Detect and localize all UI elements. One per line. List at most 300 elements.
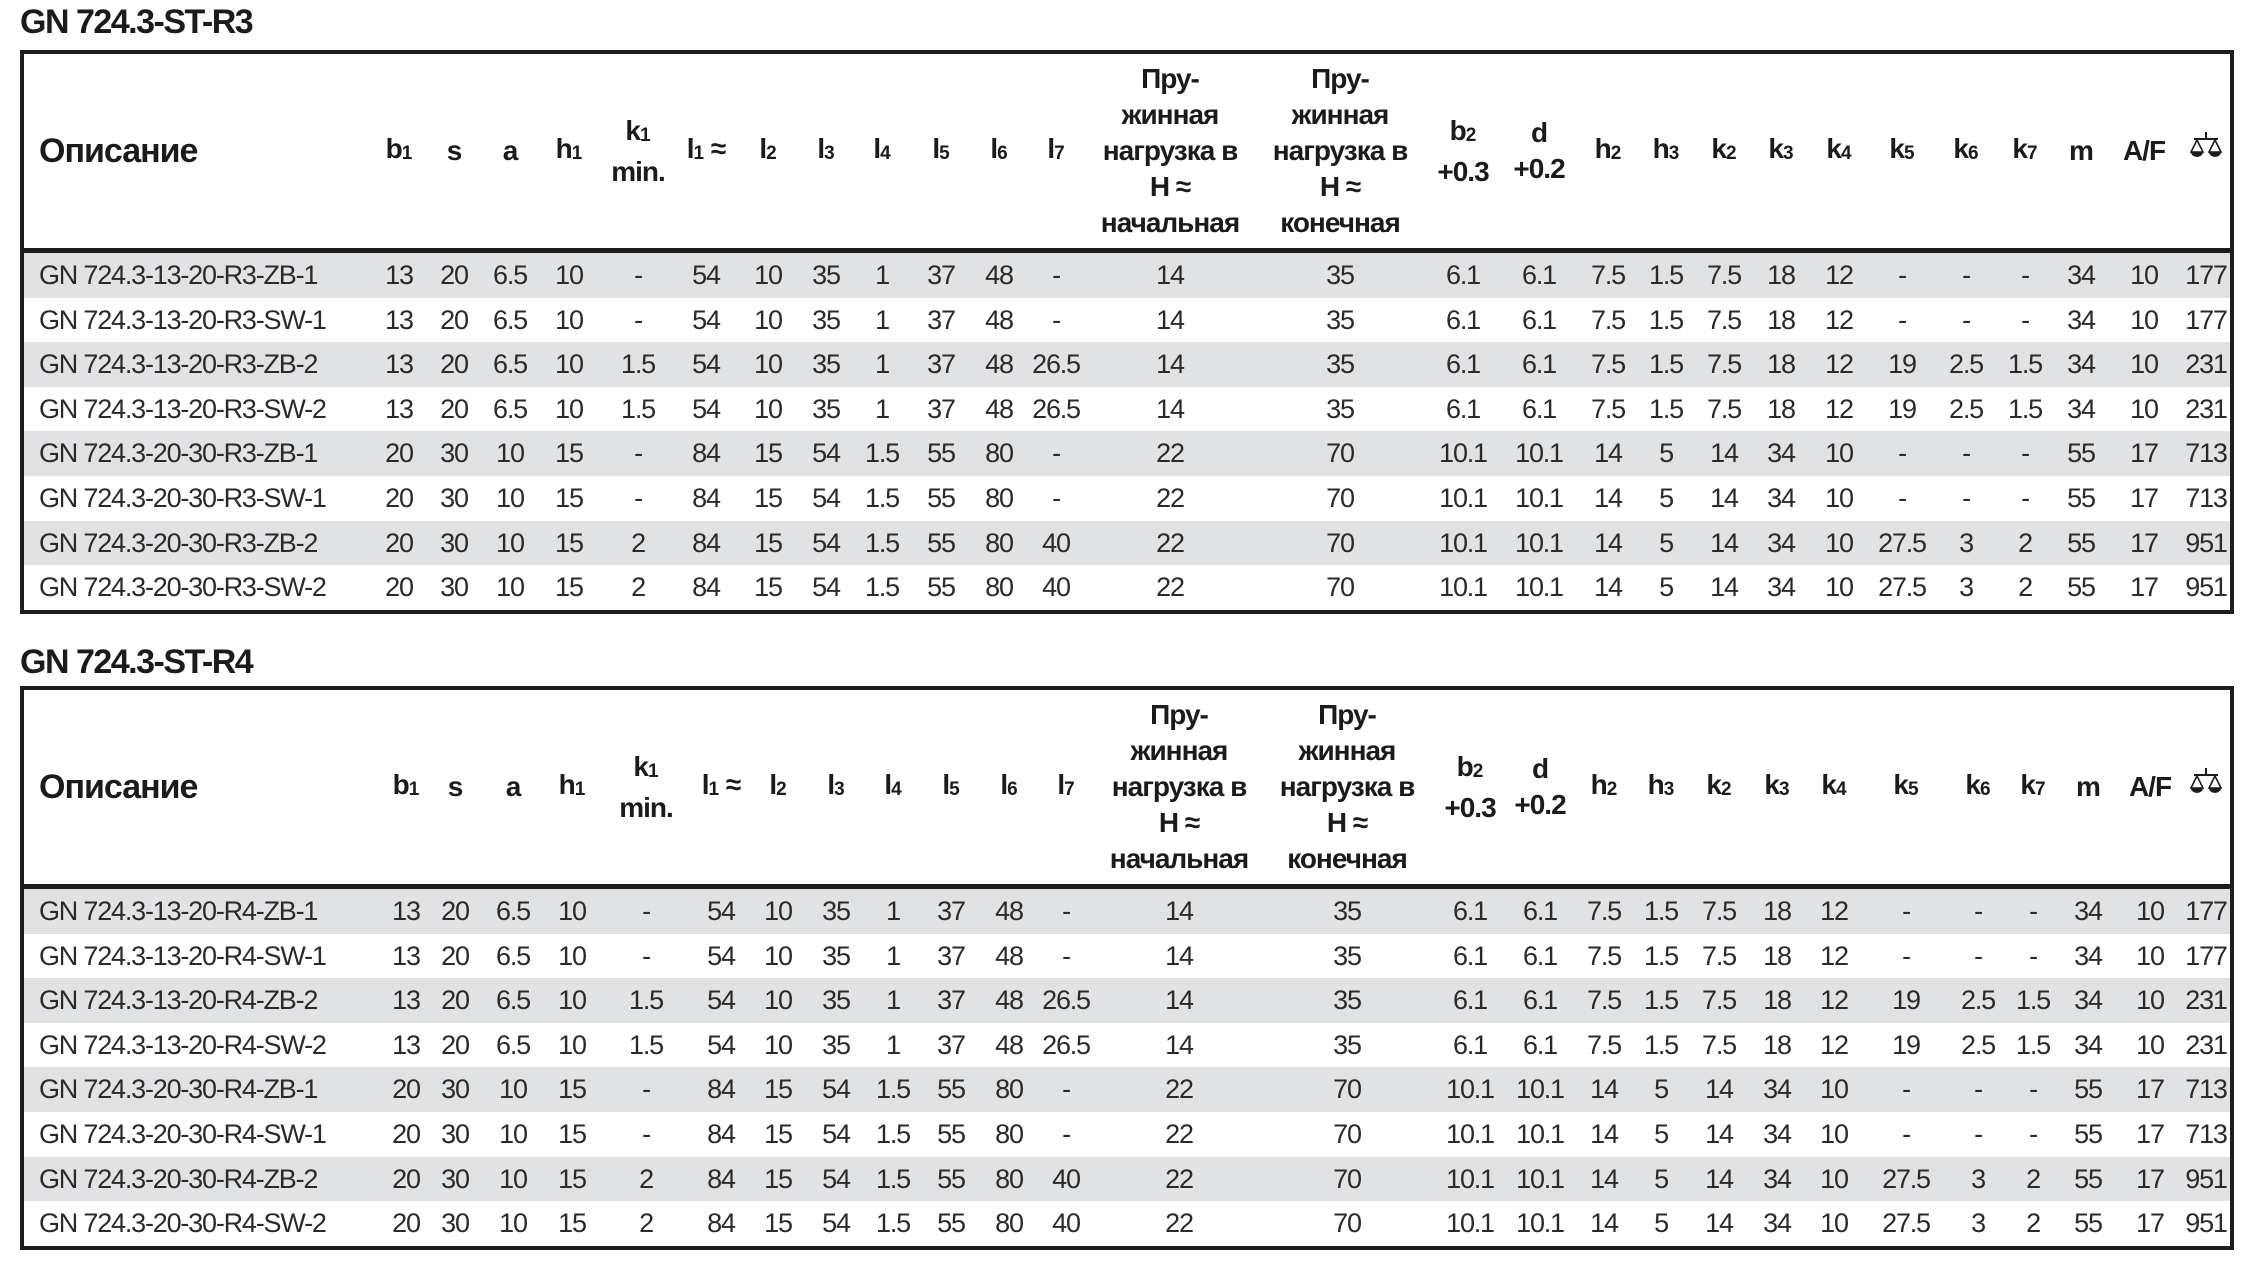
cell-k6: - — [1974, 1074, 1982, 1105]
cell-spring-start: 22 — [1165, 1163, 1193, 1194]
table-title-r3: GN 724.3-ST-R3 — [20, 3, 253, 41]
header-symbol: l — [873, 132, 881, 164]
cell-spring-end: 70 — [1326, 438, 1354, 469]
cell-l5: 55 — [937, 1118, 965, 1149]
cell-k2: 14 — [1705, 1163, 1733, 1194]
header-l7-text — [1047, 131, 1064, 172]
header-line — [619, 749, 673, 790]
header-symbol: k — [1893, 768, 1908, 800]
cell-spring-end: 70 — [1326, 527, 1354, 558]
header-subscript: 6 — [1980, 778, 1991, 800]
header-symbol: k — [1764, 768, 1779, 800]
cell-b1: 13 — [385, 393, 413, 424]
cell-k3: 18 — [1767, 304, 1795, 335]
cell-k6: 3 — [1959, 572, 1973, 603]
cell-k5: - — [1902, 940, 1910, 971]
cell-m: 34 — [2074, 1029, 2102, 1060]
cell-d: 6.1 — [1522, 393, 1556, 424]
header-b1 — [386, 54, 413, 248]
header-h2-text — [1595, 131, 1622, 172]
cell-h1: 10 — [558, 940, 586, 971]
header-subscript: 3 — [1779, 778, 1790, 800]
cell-l1: 54 — [692, 393, 720, 424]
cell-af: 10 — [2136, 1029, 2164, 1060]
cell-a: 6.5 — [493, 260, 527, 290]
cell-l2: 10 — [764, 940, 792, 971]
cell-m: 55 — [2074, 1118, 2102, 1149]
header-subscript: 7 — [2027, 142, 2038, 164]
cell-l1: 84 — [692, 438, 720, 469]
cell-l4: 1.5 — [876, 1163, 910, 1194]
cell-spring-start: 14 — [1165, 940, 1193, 971]
cell-l7: 40 — [1052, 1163, 1080, 1194]
cell-k1: 1.5 — [621, 349, 655, 380]
cell-d: 10.1 — [1516, 1118, 1564, 1149]
header-line — [611, 113, 665, 154]
cell-k6: - — [1962, 304, 1970, 335]
header-weight — [2189, 690, 2223, 884]
header-line: конечная — [1287, 843, 1407, 874]
header-l5 — [942, 690, 959, 884]
cell-l6: 80 — [995, 1163, 1023, 1194]
header-subscript: 1 — [693, 142, 705, 164]
cell-d: 6.1 — [1523, 896, 1557, 926]
header-symbol: k — [625, 114, 640, 146]
header-subscript: 3 — [1783, 142, 1794, 164]
header-line: жинная — [1130, 735, 1228, 766]
header-line: Н ≈ — [1158, 807, 1200, 838]
header-symbol: l — [827, 768, 835, 800]
header-symbol: m — [2076, 771, 2100, 802]
cell-l3: 35 — [822, 896, 850, 926]
header-symbol: d — [1531, 753, 1549, 784]
cell-h1: 10 — [555, 349, 583, 380]
cell-k2: 14 — [1705, 1074, 1733, 1105]
cell-spring-end: 70 — [1333, 1118, 1361, 1149]
header-k1 — [611, 54, 665, 248]
header-d-text — [1513, 115, 1564, 187]
header-k4 — [1821, 690, 1846, 884]
header-description-label: Описание — [39, 132, 198, 170]
cell-s: 30 — [440, 572, 468, 603]
cell-weight: 177 — [2185, 304, 2227, 335]
cell-weight: 177 — [2185, 940, 2227, 971]
header-line: нагрузка в — [1111, 771, 1247, 802]
header-k3 — [1768, 54, 1793, 248]
cell-b1: 13 — [392, 985, 420, 1016]
cell-a: 6.5 — [496, 896, 530, 926]
header-l2 — [759, 54, 776, 248]
cell-spring-end: 70 — [1326, 572, 1354, 603]
header-k6-text — [1965, 767, 1990, 808]
cell-k4: 12 — [1825, 304, 1853, 335]
header-symbol: l — [884, 768, 892, 800]
header-symbol: l — [769, 768, 777, 800]
cell-a: 10 — [499, 1118, 527, 1149]
cell-l5: 37 — [937, 940, 965, 971]
cell-h2: 14 — [1594, 527, 1622, 558]
cell-k2: 7.5 — [1707, 304, 1741, 335]
cell-h1: 15 — [558, 1118, 586, 1149]
cell-b1: 13 — [392, 896, 420, 926]
cell-k5: 27.5 — [1878, 527, 1926, 558]
header-symbol: l — [1047, 132, 1055, 164]
header-k1-text — [619, 749, 673, 826]
cell-d: 10.1 — [1515, 438, 1563, 469]
cell-l4: 1 — [875, 304, 889, 335]
cell-l7: - — [1062, 896, 1070, 926]
cell-a: 6.5 — [496, 940, 530, 971]
cell-k3: 34 — [1763, 1208, 1791, 1239]
cell-h1: 10 — [558, 896, 586, 926]
cell-weight: 713 — [2185, 482, 2227, 513]
cell-h2: 7.5 — [1587, 1029, 1621, 1060]
cell-b2: 10.1 — [1439, 438, 1487, 469]
header-subscript: 4 — [1841, 142, 1852, 164]
cell-l1: 84 — [707, 1163, 735, 1194]
cell-k7: - — [2021, 482, 2029, 513]
cell-b1: 13 — [392, 1029, 420, 1060]
cell-h3: 1.5 — [1649, 304, 1683, 335]
header-l1-text — [702, 767, 741, 808]
header-k5 — [1889, 54, 1914, 248]
cell-h2: 7.5 — [1591, 304, 1625, 335]
header-l2 — [769, 690, 786, 884]
cell-af: 10 — [2130, 304, 2158, 335]
table-row — [24, 934, 2230, 979]
cell-spring-end: 35 — [1326, 349, 1354, 380]
cell-k2: 7.5 — [1707, 260, 1741, 290]
header-tolerance: +0.2 — [1513, 153, 1565, 184]
cell-l4: 1 — [875, 260, 889, 290]
cell-weight: 713 — [2185, 438, 2227, 469]
cell-h3: 5 — [1654, 1118, 1668, 1149]
cell-af: 17 — [2136, 1074, 2164, 1105]
header-subscript: 7 — [1054, 142, 1065, 164]
cell-b2: 6.1 — [1446, 304, 1480, 335]
cell-k5: 19 — [1888, 393, 1916, 424]
cell-l7: 26.5 — [1032, 349, 1080, 380]
cell-k1: 2 — [631, 527, 645, 558]
table-row — [24, 476, 2230, 521]
header-subscript: 6 — [997, 142, 1008, 164]
header-h2 — [1595, 54, 1622, 248]
header-l6-text — [1000, 767, 1017, 808]
cell-af: 17 — [2130, 527, 2158, 558]
header-l3-text — [817, 131, 834, 172]
cell-k6: 2.5 — [1961, 1029, 1995, 1060]
cell-k1: 1.5 — [629, 1029, 663, 1060]
cell-h3: 5 — [1659, 572, 1673, 603]
cell-k4: 10 — [1825, 438, 1853, 469]
header-m — [2069, 54, 2093, 248]
cell-d: 10.1 — [1516, 1163, 1564, 1194]
cell-h1: 10 — [555, 260, 583, 290]
cell-l4: 1 — [886, 1029, 900, 1060]
header-symbol: h — [1652, 132, 1669, 164]
header-spring-start-text — [1101, 61, 1239, 241]
cell-l7: - — [1052, 260, 1060, 290]
cell-s: 30 — [441, 1208, 469, 1239]
header-d-text — [1514, 751, 1565, 823]
cell-spring-start: 22 — [1156, 438, 1184, 469]
cell-af: 17 — [2136, 1208, 2164, 1239]
cell-l3: 35 — [812, 304, 840, 335]
header-h2-text — [1591, 767, 1618, 808]
header-subscript: 7 — [2035, 778, 2046, 800]
header-l5-text — [932, 131, 949, 172]
header-k1-text — [611, 113, 665, 190]
cell-b1: 13 — [385, 260, 413, 290]
cell-l5: 37 — [937, 896, 965, 926]
cell-description: GN 724.3-13-20-R3-SW-1 — [39, 304, 326, 335]
header-symbol: l — [990, 132, 998, 164]
header-symbol: a — [502, 135, 518, 166]
cell-k7: - — [2029, 1118, 2037, 1149]
cell-l5: 37 — [927, 349, 955, 380]
cell-h1: 10 — [555, 393, 583, 424]
cell-h3: 1.5 — [1644, 985, 1678, 1016]
cell-s: 30 — [441, 1118, 469, 1149]
header-description — [39, 54, 197, 248]
header-symbol: h — [1590, 768, 1607, 800]
header-subscript: 2 — [766, 142, 777, 164]
table-row — [24, 253, 2230, 298]
header-subscript: 2 — [1726, 142, 1737, 164]
header-k6 — [1953, 54, 1978, 248]
spec-table-r3 — [20, 50, 2234, 614]
header-weight — [2189, 54, 2223, 248]
header-subscript: 2 — [1610, 142, 1622, 164]
header-line: жинная — [1291, 99, 1389, 130]
table-row — [24, 521, 2230, 566]
cell-h1: 10 — [558, 985, 586, 1016]
header-symbol: d — [1530, 117, 1548, 148]
header-line: конечная — [1280, 207, 1400, 238]
cell-k3: 34 — [1767, 572, 1795, 603]
table-row — [24, 1112, 2230, 1157]
header-af — [2123, 54, 2165, 248]
cell-k6: - — [1974, 1118, 1982, 1149]
cell-description: GN 724.3-20-30-R4-ZB-2 — [39, 1163, 318, 1194]
cell-h3: 1.5 — [1644, 940, 1678, 971]
header-line: жинная — [1121, 99, 1219, 130]
cell-h1: 15 — [555, 438, 583, 469]
cell-h3: 5 — [1654, 1208, 1668, 1239]
header-symbol: l — [1000, 768, 1008, 800]
cell-d: 6.1 — [1522, 304, 1556, 335]
header-l1 — [702, 690, 741, 884]
cell-l3: 35 — [812, 349, 840, 380]
cell-l6: 80 — [985, 438, 1013, 469]
header-l1 — [687, 54, 726, 248]
header-line — [1444, 749, 1495, 790]
header-l3 — [827, 690, 844, 884]
cell-l1: 54 — [707, 896, 735, 926]
header-k2 — [1711, 54, 1736, 248]
cell-l6: 48 — [985, 260, 1013, 290]
header-h1 — [559, 690, 586, 884]
header-subscript: 3 — [834, 778, 845, 800]
header-a — [506, 690, 521, 884]
cell-k4: 12 — [1820, 985, 1848, 1016]
cell-h3: 1.5 — [1644, 1029, 1678, 1060]
header-description — [39, 690, 197, 884]
cell-k1: - — [634, 304, 642, 335]
cell-l5: 37 — [927, 393, 955, 424]
cell-m: 55 — [2067, 482, 2095, 513]
table-row — [24, 1201, 2230, 1246]
cell-b2: 6.1 — [1446, 393, 1480, 424]
cell-b2: 6.1 — [1453, 985, 1487, 1016]
cell-k1: - — [634, 260, 642, 290]
table-row — [24, 298, 2230, 343]
cell-af: 10 — [2130, 393, 2158, 424]
header-l2-text — [769, 767, 786, 808]
cell-l3: 35 — [812, 260, 840, 290]
cell-l3: 54 — [812, 482, 840, 513]
cell-spring-start: 22 — [1156, 482, 1184, 513]
header-symbol: k — [1965, 768, 1980, 800]
header-weight-text — [2189, 130, 2223, 173]
cell-k7: 2 — [2026, 1208, 2040, 1239]
cell-k6: 3 — [1959, 527, 1973, 558]
cell-l4: 1.5 — [876, 1208, 910, 1239]
cell-description: GN 724.3-20-30-R3-SW-2 — [39, 572, 326, 603]
cell-spring-start: 14 — [1165, 985, 1193, 1016]
cell-l2: 10 — [764, 896, 792, 926]
header-s-text — [447, 133, 462, 169]
cell-af: 10 — [2136, 985, 2164, 1016]
scale-weight-icon — [2189, 139, 2223, 170]
cell-l2: 15 — [754, 527, 782, 558]
cell-b1: 20 — [385, 438, 413, 469]
header-l4 — [884, 690, 901, 884]
header-k4-text — [1826, 131, 1851, 172]
cell-l6: 80 — [985, 527, 1013, 558]
cell-m: 34 — [2067, 393, 2095, 424]
cell-l7: 40 — [1052, 1208, 1080, 1239]
header-subscript: 2 — [1465, 124, 1477, 146]
cell-l7: - — [1062, 1118, 1070, 1149]
header-m — [2076, 690, 2100, 884]
cell-k5: - — [1898, 260, 1906, 290]
header-symbol: s — [447, 771, 463, 802]
cell-b1: 20 — [385, 482, 413, 513]
cell-l6: 48 — [995, 940, 1023, 971]
cell-l5: 37 — [937, 985, 965, 1016]
cell-af: 10 — [2136, 940, 2164, 971]
header-k2-text — [1706, 767, 1731, 808]
cell-k5: 19 — [1892, 985, 1920, 1016]
header-spring-end-text — [1273, 61, 1408, 241]
cell-l1: 54 — [692, 304, 720, 335]
header-tolerance: +0.3 — [1437, 155, 1489, 187]
cell-k3: 34 — [1767, 482, 1795, 513]
cell-k6: - — [1962, 260, 1970, 290]
header-line: Пру- — [1150, 699, 1208, 730]
cell-l4: 1.5 — [865, 482, 899, 513]
header-line: Н ≈ — [1319, 171, 1361, 202]
cell-h3: 5 — [1659, 482, 1673, 513]
cell-k3: 34 — [1767, 438, 1795, 469]
header-spring-end-text — [1280, 697, 1415, 877]
cell-l1: 54 — [692, 349, 720, 380]
cell-l3: 35 — [822, 1029, 850, 1060]
cell-d: 10.1 — [1515, 482, 1563, 513]
header-symbol: l — [817, 132, 825, 164]
cell-weight: 177 — [2185, 260, 2227, 290]
cell-spring-start: 14 — [1156, 260, 1184, 290]
cell-k3: 18 — [1767, 260, 1795, 290]
cell-b1: 13 — [385, 349, 413, 380]
header-subscript: 1 — [648, 760, 659, 782]
cell-d: 10.1 — [1516, 1074, 1564, 1105]
cell-l5: 55 — [927, 572, 955, 603]
cell-l4: 1 — [886, 985, 900, 1016]
header-symbol: k — [1953, 132, 1968, 164]
cell-h2: 14 — [1590, 1163, 1618, 1194]
header-subscript: 4 — [1836, 778, 1847, 800]
header-k5 — [1893, 690, 1918, 884]
cell-weight: 713 — [2185, 1118, 2227, 1149]
header-symbol: l — [759, 132, 767, 164]
cell-l4: 1.5 — [876, 1074, 910, 1105]
cell-l6: 48 — [995, 985, 1023, 1016]
cell-spring-end: 35 — [1326, 393, 1354, 424]
cell-k5: 27.5 — [1878, 572, 1926, 603]
cell-l7: - — [1052, 304, 1060, 335]
cell-weight: 951 — [2185, 1208, 2227, 1239]
header-symbol: k — [2020, 768, 2035, 800]
cell-k1: 2 — [639, 1208, 653, 1239]
header-l6 — [990, 54, 1007, 248]
cell-k2: 7.5 — [1702, 940, 1736, 971]
cell-h2: 14 — [1590, 1208, 1618, 1239]
header-m-text — [2076, 769, 2100, 805]
cell-k5: - — [1898, 438, 1906, 469]
header-l1-text — [687, 131, 726, 172]
cell-af: 17 — [2130, 438, 2158, 469]
cell-weight: 231 — [2185, 1029, 2227, 1060]
cell-b2: 6.1 — [1453, 896, 1487, 926]
cell-l5: 55 — [927, 438, 955, 469]
header-subscript: 5 — [939, 142, 950, 164]
header-spring-end — [1273, 54, 1408, 248]
cell-s: 30 — [441, 1074, 469, 1105]
cell-spring-end: 70 — [1333, 1074, 1361, 1105]
cell-b1: 20 — [392, 1208, 420, 1239]
cell-k7: 1.5 — [2008, 349, 2042, 380]
cell-spring-start: 22 — [1165, 1118, 1193, 1149]
cell-b2: 10.1 — [1446, 1074, 1494, 1105]
cell-k5: - — [1902, 1074, 1910, 1105]
header-tolerance: +0.2 — [1514, 789, 1566, 820]
header-subscript: 7 — [1064, 778, 1075, 800]
cell-b1: 13 — [385, 304, 413, 335]
cell-k2: 7.5 — [1702, 1029, 1736, 1060]
cell-k5: - — [1902, 1118, 1910, 1149]
cell-d: 6.1 — [1523, 985, 1557, 1016]
header-subscript: 3 — [1663, 778, 1675, 800]
header-symbol: l — [932, 132, 940, 164]
cell-l7: 26.5 — [1032, 393, 1080, 424]
cell-l2: 15 — [754, 438, 782, 469]
cell-k6: 3 — [1971, 1208, 1985, 1239]
cell-h2: 7.5 — [1591, 260, 1625, 290]
header-line — [1513, 115, 1564, 151]
cell-l4: 1 — [875, 393, 889, 424]
